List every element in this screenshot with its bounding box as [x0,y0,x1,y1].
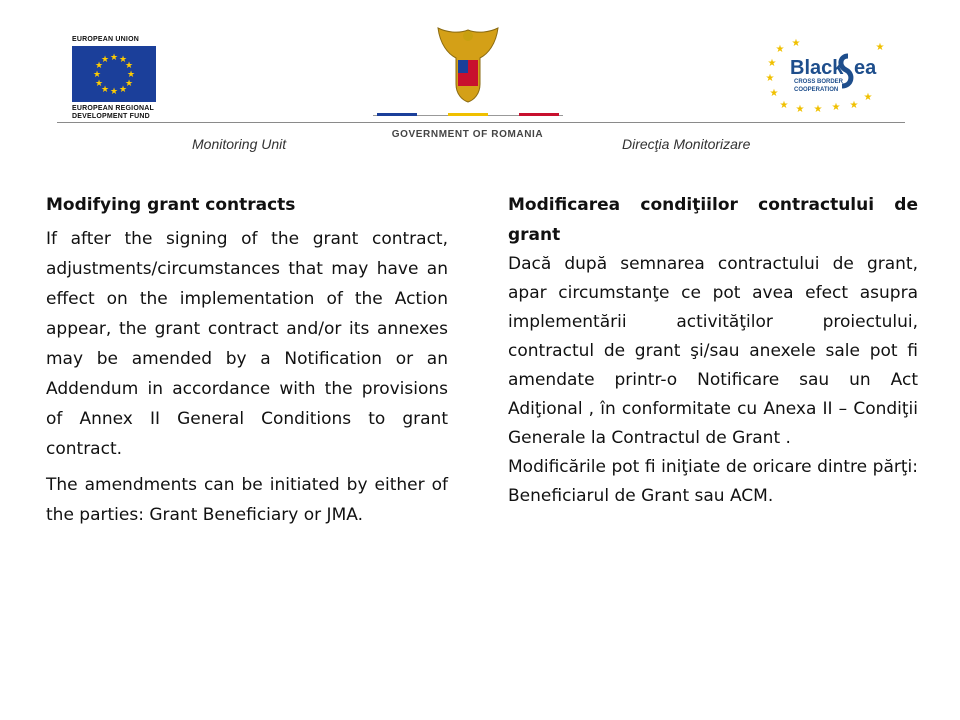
romania-caption: GOVERNMENT OF ROMANIA [391,129,544,140]
svg-text:★: ★ [118,85,128,95]
blacksea-emblem-icon [762,36,902,116]
svg-text:★: ★ [795,104,805,115]
svg-text:★: ★ [124,79,134,89]
blacksea-sub1: CROSS BORDER [794,79,844,85]
svg-text:★: ★ [100,55,110,65]
english-heading: Modifying grant contracts [46,195,296,215]
blacksea-logo [762,36,902,116]
eu-stars-icon [72,46,156,102]
eu-logo [72,36,160,121]
eu-flag [72,46,156,102]
eu-top-caption: EUROPEAN UNION [72,36,139,43]
svg-text:★: ★ [849,100,859,111]
romanian-paragraph-1: Dacă după semnarea contractului de grant, apar circumstanţe ce pot avea efect asupra implementării activităţilor proiectului, contractul de grant şi/sau anexele sale pot fi amendate printr-o Notificare sau un Act Adiţional , în conformitate cu Anexa II – Condiţii Generale la Contractul de Grant . [508,254,918,448]
romania-coat-of-arms-icon [428,24,508,104]
svg-text:★: ★ [126,70,136,80]
svg-text:★: ★ [118,55,128,65]
blacksea-word2: ea [854,57,877,79]
svg-text:★: ★ [831,102,841,113]
svg-text:★: ★ [779,100,789,111]
romanian-paragraph-2: Modificările pot fi iniţiate de oricare dintre părţi: Beneficiarul de Grant sau ACM. [508,457,918,506]
svg-text:★: ★ [769,88,779,99]
svg-text:★: ★ [767,58,777,69]
svg-text:★: ★ [124,61,134,71]
unit-label-english: Monitoring Unit [192,136,287,152]
svg-text:★: ★ [94,79,104,89]
romanian-heading: Modificarea condiţiilor contractului de grant [508,195,918,245]
romania-tricolor-line [373,112,563,122]
svg-text:★: ★ [775,44,785,55]
svg-text:★: ★ [791,38,801,49]
svg-text:★: ★ [92,70,102,80]
svg-text:★: ★ [813,104,823,115]
romanian-column [508,190,918,511]
english-column [46,190,448,536]
blacksea-word1: Black [790,57,844,79]
header-divider [57,122,905,123]
svg-text:★: ★ [875,42,885,53]
svg-text:★: ★ [94,61,104,71]
blacksea-sub2: COOPERATION [794,87,839,93]
eu-bottom-caption-1: EUROPEAN REGIONAL [72,105,154,112]
svg-text:★: ★ [863,92,873,103]
english-paragraph-1: If after the signing of the grant contract, adjustments/circumstances that may have an effect on the implementation of the Action appear, the grant contract and/or its annexes may be amended by a Notification or an Addendum in accordance with the provisions of Annex II General Conditions to grant contract. [46,229,448,459]
eu-bottom-caption-2: DEVELOPMENT FUND [72,113,150,120]
svg-text:★: ★ [109,87,119,97]
svg-text:★: ★ [109,53,119,63]
svg-text:★: ★ [765,73,775,84]
unit-label-romanian: Direcţia Monitorizare [622,136,751,152]
english-paragraph-2: The amendments can be initiated by either of the parties: Grant Beneficiary or JMA. [46,475,448,525]
svg-text:★: ★ [100,85,110,95]
